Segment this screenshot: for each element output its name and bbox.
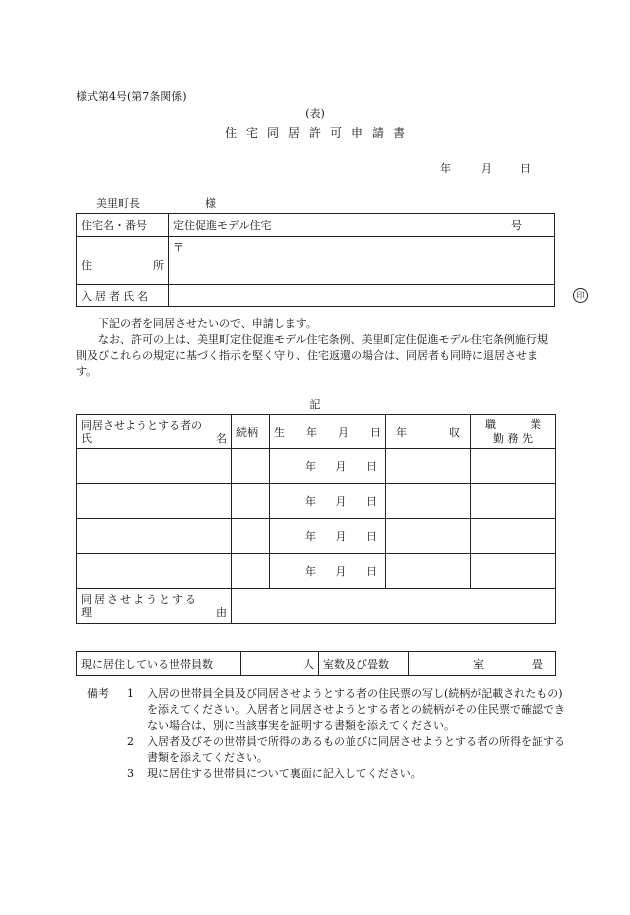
reason-label-cell: 同居させようとする 理 由: [77, 589, 232, 624]
rooms-field[interactable]: 室 畳: [409, 652, 556, 676]
occupation-field[interactable]: [471, 484, 556, 519]
note-number: 2: [127, 735, 134, 748]
housing-number-suffix: 号: [511, 219, 522, 232]
income-header: 年 収: [386, 415, 471, 449]
request-paragraph-2: なお、許可の上は、美里町定住促進モデル住宅条例、美里町定住促進モデル住宅条例施行規則及びこれらの規定に基づく指示を堅く守り、住宅返還の場合は、同居者も同時に退居させます。: [76, 333, 548, 378]
relation-field[interactable]: [232, 554, 270, 589]
income-field[interactable]: [386, 449, 471, 484]
note-text: 入居者及びその世帯員で所得のあるもの並びに同居させようとする者の所得を証する書類を添えてください。: [147, 735, 565, 764]
cohabitant-name-field[interactable]: [77, 484, 232, 519]
page-side-label: (表): [305, 107, 325, 120]
cohabitant-name-field[interactable]: [77, 449, 232, 484]
note-text: 現に居住する世帯員について裏面に記入してください。: [147, 767, 422, 780]
relation-header: 続柄: [232, 415, 270, 449]
form-number-label: 様式第4号(第7条関係): [76, 90, 187, 103]
income-field[interactable]: [386, 554, 471, 589]
birthdate-field[interactable]: 年 月 日: [270, 519, 386, 554]
cohabitant-name-field[interactable]: [77, 519, 232, 554]
note-number: 3: [127, 767, 134, 780]
table-row: [77, 554, 556, 589]
birthdate-header: 生 年 月 日: [270, 415, 386, 449]
addressee: 美里町長: [96, 197, 140, 210]
household-members-label: 現に居住している世帯員数: [77, 652, 241, 676]
date-day-label: 日: [520, 162, 531, 175]
birthdate-field[interactable]: 年 月 日: [270, 554, 386, 589]
addressee-honorific: 様: [205, 197, 216, 210]
seal-mark: 印: [573, 288, 588, 303]
household-members-field[interactable]: 人: [241, 652, 319, 676]
date-month-label: 月: [481, 162, 492, 175]
occupation-field[interactable]: [471, 519, 556, 554]
occupation-field[interactable]: [471, 449, 556, 484]
address-label-cell: 住 所: [77, 237, 169, 285]
table-row: [77, 449, 556, 484]
occupation-field[interactable]: [471, 554, 556, 589]
notes-heading: 備考: [87, 687, 109, 700]
table-row: [77, 484, 556, 519]
resident-name-field[interactable]: [169, 285, 585, 307]
birthdate-field[interactable]: 年 月 日: [270, 484, 386, 519]
postal-mark: 〒: [173, 241, 184, 254]
cohabitant-table: [76, 414, 556, 624]
table-row: [77, 519, 556, 554]
rooms-label: 室数及び畳数: [319, 652, 409, 676]
request-statement: [76, 316, 556, 380]
note-text: 入居の世帯員全員及び同居させようとする者の住民票の写し(続柄が記載されたもの)を添えてください。入居者と同居させようとする者との続柄がその住民票で確認できない場合は、別に当該事実を証明する書類を添えてください。: [147, 687, 565, 732]
income-field[interactable]: [386, 484, 471, 519]
cohabitant-name-field[interactable]: [77, 554, 232, 589]
notes-section: [87, 686, 567, 782]
relation-field[interactable]: [232, 519, 270, 554]
housing-value: 定住促進モデル住宅: [173, 219, 272, 232]
page-title: 住宅同居許可申請書: [224, 126, 414, 140]
cohabitant-name-header: 同居させようとする者の 氏 名: [77, 415, 232, 449]
reason-field[interactable]: [232, 589, 556, 624]
occupation-header: 職 業 勤 務 先: [471, 415, 556, 449]
housing-label-cell: 住宅名・番号: [77, 214, 169, 237]
note-number: 1: [127, 687, 134, 700]
date-year-label: 年: [440, 162, 451, 175]
relation-field[interactable]: [232, 449, 270, 484]
income-field[interactable]: [386, 519, 471, 554]
resident-name-label-cell: 入居者氏名: [77, 285, 169, 307]
household-table: [76, 651, 556, 676]
address-field[interactable]: [169, 237, 555, 285]
birthdate-field[interactable]: 年 月 日: [270, 449, 386, 484]
applicant-table: [76, 213, 585, 307]
relation-field[interactable]: [232, 484, 270, 519]
ki-label: 記: [309, 398, 321, 411]
housing-value-cell[interactable]: [169, 214, 555, 237]
request-paragraph-1: 下記の者を同居させたいので、申請します。: [98, 317, 317, 330]
